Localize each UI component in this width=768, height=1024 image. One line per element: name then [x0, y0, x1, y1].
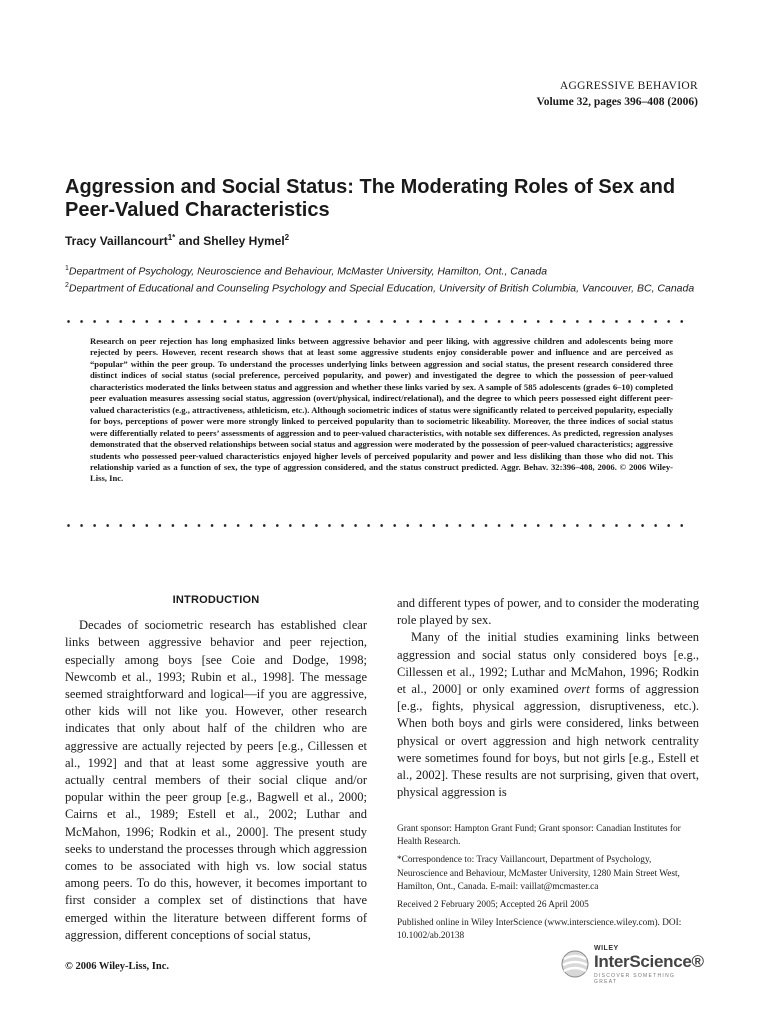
author-name: Shelley Hymel	[203, 234, 285, 248]
author-conjunction: and	[175, 234, 204, 248]
left-column	[65, 592, 367, 944]
section-heading: INTRODUCTION	[172, 594, 260, 606]
body-paragraph	[397, 629, 699, 801]
affiliation	[65, 262, 705, 279]
body-paragraph: Decades of sociometric research has established clear links between aggressive behavior and peer rejection, especially among boys [see Coie and Dodge, 1998; Newcomb et al., 1993; Rubin et al., 1998]. The message seemed straightforward and logical—if you are aggressive, other kids will not like you. However, other research indicates that only about half of the children who are aggressive are actually rejected by peers [e.g., Cillessen et al., 1992] and that at least some aggressive youth are actually central members of their social clique and/or popular within the peer group [e.g., Bagwell et al., 2000; Cairns et al., 1989; Estell et al., 2002; Luthar and McMahon, 1996; Rodkin et al., 2000]. The present study seeks to understand the processes through which aggression comes to be associated with high vs. low social status among peers. To do this, however, it becomes important to first consider a complex set of distinctions that have emerged within the literature between different forms of aggression, different conceptions of social status,	[65, 618, 367, 942]
dotted-rule-top	[62, 319, 687, 329]
interscience-logo	[560, 945, 704, 987]
journal-name: AGGRESSIVE BEHAVIOR	[559, 80, 698, 92]
paragraph-text: Many of the initial studies examining links between aggression and social status only considered boys [e.g., Cillessen et al., 1992; Luthar and McMahon, 1996; Rodkin et al., 2000] or only examined	[397, 630, 699, 697]
paragraph-text: forms of aggression [e.g., fights, physical aggression, disruptiveness, etc.). When both boys and girls were considered, links between physical or overt aggression and high network centrality were sometimes found for boys, but not girls [e.g., Estell et al., 2002]. These results are not surprising, given that overt, physical aggression is	[397, 682, 699, 800]
logo-wordmark: InterScience®	[594, 952, 704, 971]
published-footnote: Published online in Wiley InterScience (www.interscience.wiley.com). DOI: 10.1002/ab.20138	[397, 918, 682, 942]
author-marks: 2	[284, 233, 290, 242]
globe-icon	[560, 947, 590, 981]
affiliation-text: Department of Educational and Counseling Psychology and Special Education, University of British Columbia, Vancouver, BC, Canada	[68, 282, 695, 294]
received-footnote: Received 2 February 2005; Accepted 26 April 2005	[397, 900, 589, 911]
affiliation	[65, 279, 705, 296]
author-line	[65, 233, 289, 248]
grant-footnote: Grant sponsor: Hampton Grant Fund; Grant sponsor: Canadian Institutes for Health Research.	[397, 824, 681, 848]
right-column	[397, 595, 699, 801]
author-marks: 1*	[167, 233, 176, 242]
affiliation-number: 1	[65, 265, 69, 272]
affiliations	[65, 262, 705, 295]
abstract: Research on peer rejection has long emphasized links between aggressive behavior and peer liking, with aggressive children and adolescents being more rejected by peers. However, recent research shows that at least some aggressive students enjoy considerable power and influence and are perceived as “popular” within the peer group. To understand the processes underlying links between aggression and social status, the present research considered three distinct indices of social status (social preference, perceived popularity, and power) and investigated the degree to which the possession of peer-valued characteristics moderated the links between status and aggression and whether these links varied by sex. A sample of 585 adolescents (grades 6–10) completed peer evaluation measures assessing social status, aggression (overt/physical, indirect/relational), and the degree to which peers possessed eight different peer-valued characteristics (e.g., attractiveness, athleticism, etc.). Although sociometric indices of status were significantly related to perceived popularity, especially for boys, perceptions of power were more strongly linked to perceived popularity than to sociometric likeability. Moreover, the three indices of social status were differentially related to peers’ assessments of aggression and to peer-valued characteristics, with notable sex differences. As predicted, regression analyses demonstrated that the observed relationships between social status and aggression were moderated by the possession of peer-valued characteristics; aggressive students who possessed peer-valued characteristics enjoyed higher levels of perceived popularity and power and less disliking than those who did not. This relationship varied as a function of sex, the type of aggression considered, and the status construct predicted. Aggr. Behav. 32:396–408, 2006. © 2006 Wiley-Liss, Inc.	[90, 336, 673, 484]
emphasis-text: overt	[564, 682, 590, 697]
footnotes	[397, 823, 699, 949]
copyright: © 2006 Wiley-Liss, Inc.	[65, 961, 170, 972]
journal-header	[536, 78, 698, 110]
affiliation-text: Department of Psychology, Neuroscience and Behaviour, McMaster University, Hamilton, Ont., Canada	[68, 265, 548, 278]
logo-tagline: DISCOVER SOMETHING GREAT	[594, 973, 676, 985]
correspondence-footnote: *Correspondence to: Tracy Vaillancourt, Department of Psychology, Neuroscience and Behaviour, McMaster University, 1280 Main Street West, Hamilton, Ont., Canada. E-mail: vaillat@mcmaster.ca	[397, 855, 680, 892]
logo-wiley: WILEY	[594, 945, 619, 952]
dotted-rule-bottom	[62, 523, 687, 533]
article-title: Aggression and Social Status: The Moderating Roles of Sex and Peer-Valued Characteristics	[65, 176, 676, 221]
author-name: Tracy Vaillancourt	[65, 234, 168, 248]
journal-volume: Volume 32, pages 396–408 (2006)	[536, 96, 698, 108]
affiliation-number: 2	[65, 281, 69, 289]
body-paragraph: and different types of power, and to consider the moderating role played by sex.	[397, 596, 699, 628]
